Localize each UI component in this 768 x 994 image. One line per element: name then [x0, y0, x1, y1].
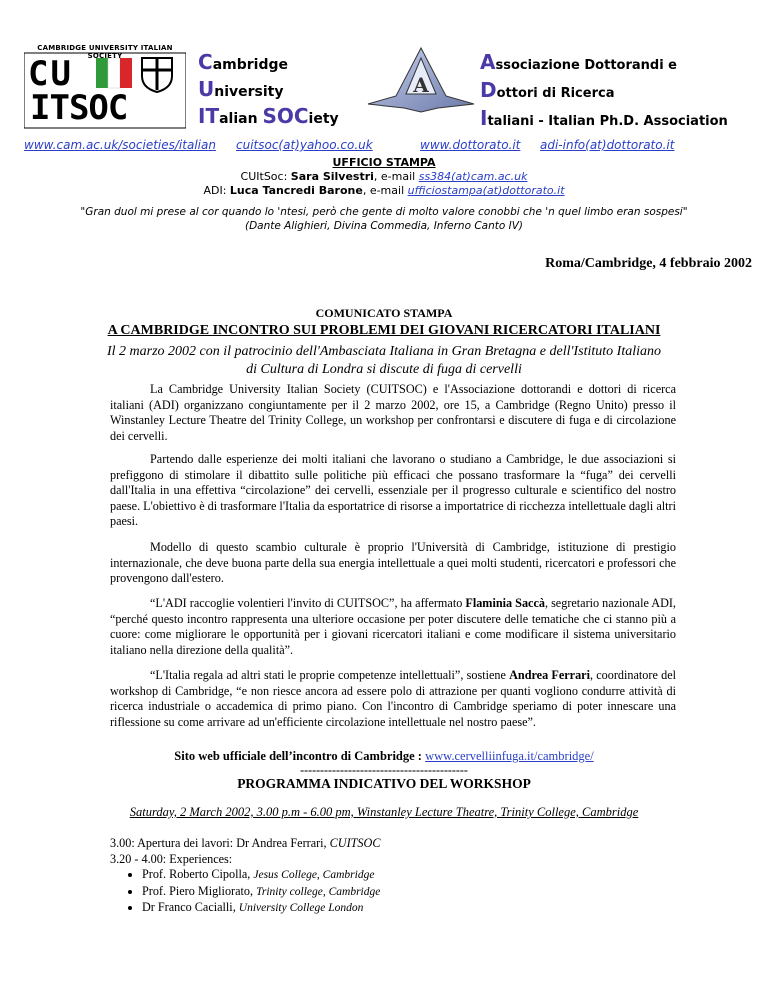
- left-line-1: Cambridge: [198, 50, 288, 74]
- cuitsoc-logo-top: CU: [28, 54, 73, 94]
- name-andrea: Andrea Ferrari: [509, 668, 590, 682]
- workshop-website-link[interactable]: www.cervelliinfuga.it/cambridge/: [425, 749, 594, 763]
- press-email-adi[interactable]: ufficiostampa(at)dottorato.it: [407, 184, 565, 197]
- paragraph-5: “L'Italia regala ad altri stati le proprie competenze intellettuali”, sostiene Andrea Ferrari, coordinatore del workshop di Cambridge, “e non riesce ancora ad essere polo di attrazione per quanti vogliono condurre attività di ricerca industriale o accademica di primo piano. Con l'incontro di Cambridge speriamo di poter innescare una riflessione su come arrivare ad un'efficiente circolazione intellettuale nel nostro paese”.: [110, 668, 676, 729]
- press-contact-cuitsoc: CUItSoc: Sara Silvestri, e-mail ss384(at)cam.ac.uk: [240, 170, 528, 183]
- press-email-cuitsoc[interactable]: ss384(at)cam.ac.uk: [418, 170, 528, 183]
- subheadline: Il 2 marzo 2002 con il patrocinio dell'Ambasciata Italiana in Gran Bretagna e dell'Istituto Italiano di Cultura di Londra si discute di fuga di cervelli: [106, 344, 662, 377]
- adi-name: [480, 50, 728, 134]
- name-flaminia: Flaminia Saccà: [465, 596, 545, 610]
- release-label: COMUNICATO STAMPA: [315, 306, 453, 320]
- right-line-1: Associazione Dottorandi e: [480, 50, 678, 74]
- speaker-item: • Dr Franco Cacialli, University College London: [142, 900, 380, 917]
- program-list: [110, 836, 380, 917]
- press-contact-adi: ADI: Luca Tancredi Barone, e-mail ufficiostampa(at)dottorato.it: [203, 184, 565, 197]
- cuitsoc-website-link[interactable]: www.cam.ac.uk/societies/italian: [24, 138, 216, 152]
- adi-logo: [366, 44, 476, 114]
- release-date: Roma/Cambridge, 4 febbraio 2002: [545, 256, 752, 271]
- left-line-2: University: [198, 77, 284, 101]
- speaker-item: • Prof. Piero Migliorato, Trinity college, Cambridge: [142, 884, 380, 901]
- cuitsoc-caption: CAMBRIDGE UNIVERSITY ITALIAN SOCIETY: [37, 44, 173, 60]
- headline: A CAMBRIDGE INCONTRO SUI PROBLEMI DEI GIOVANI RICERCATORI ITALIANI: [107, 323, 661, 338]
- website-line: Sito web ufficiale dell’incontro di Cambridge : www.cervelliinfuga.it/cambridge/: [174, 749, 594, 763]
- divider: ------------------------------------------: [300, 763, 468, 777]
- paragraph-4: “L'ADI raccoglie volentieri l'invito di CUITSOC”, ha affermato Flaminia Saccà, segretario nazionale ADI, “perché questo incontro rappresenta una ulteriore occasione per poter discutere delle tematiche che ci stanno più a cuore: come migliorare le opportunità per i giovani ricercatori italiani e come modificare il sistema universitario italiano nella direzione della qualità”.: [110, 596, 676, 657]
- paragraph-3: Modello di questo scambio culturale è proprio l'Università di Cambridge, istituzione di prestigio internazionale, che deve buona parte della sua energia intellettuale a quei molti studenti, ricercatori e professori che provengono dall'estero.: [110, 540, 676, 585]
- cuitsoc-email-link[interactable]: cuitsoc(at)yahoo.co.uk: [236, 138, 373, 152]
- program-title: PROGRAMMA INDICATIVO DEL WORKSHOP: [237, 776, 531, 791]
- paragraph-2: Partendo dalle esperienze dei molti italiani che lavorano o studiano a Cambridge, le due associazioni si prefiggono di stimolare il dibattito sulle politiche più efficaci che possano trasformare la “fuga” dei cervelli dall'Italia in una effettiva “circolazione” dei cervelli, essenziale per il progresso culturale e scientifico del nostro paese. L'obiettivo è di trasformare l'Italia da esportatrice di risorse a importatrice di ricchezza intellettuale dagli altri paesi.: [110, 452, 676, 528]
- paragraph-1: La Cambridge University Italian Society (CUITSOC) e l'Associazione dottorandi e dottori di ricerca italiani (ADI) organizzano congiuntamente per il 2 marzo 2002, ore 15, a Cambridge (Regno Unito) presso il Winstanley Lecture Theatre del Trinity College, un workshop per confrontarsi e discutere di fuga e di circolazione dei cervelli.: [110, 382, 676, 443]
- left-line-3: ITalian SOCiety: [198, 104, 339, 128]
- adi-website-link[interactable]: www.dottorato.it: [420, 138, 521, 152]
- program-item-experiences: 3.20 - 4.00: Experiences:: [110, 851, 233, 866]
- program-item-opening: 3.00: Apertura dei lavori: Dr Andrea Ferrari, CUITSOC: [110, 836, 381, 850]
- program-when: Saturday, 2 March 2002, 3.00 p.m - 6.00 pm, Winstanley Lecture Theatre, Trinity College, Cambridge: [129, 805, 639, 819]
- svg-text:A: A: [413, 73, 429, 97]
- right-line-2: Dottori di Ricerca: [480, 78, 615, 102]
- press-office-title: UFFICIO STAMPA: [332, 156, 436, 169]
- adi-email-link[interactable]: adi-info(at)dottorato.it: [540, 138, 675, 152]
- cuitsoc-name: [198, 50, 339, 131]
- cuitsoc-logo-bottom: ITSOC: [30, 88, 128, 128]
- dante-quote-source: (Dante Alighieri, Divina Commedia, Inferno Canto IV): [244, 220, 524, 232]
- dante-quote: "Gran duol mi prese al cor quando lo 'ntesi, però che gente di molto valore conobbi che 'n quel limbo eran sospesi": [80, 206, 688, 218]
- speaker-item: • Prof. Roberto Cipolla, Jesus College, Cambridge: [142, 867, 380, 884]
- right-line-3: Italiani - Italian Ph.D. Association: [480, 106, 728, 130]
